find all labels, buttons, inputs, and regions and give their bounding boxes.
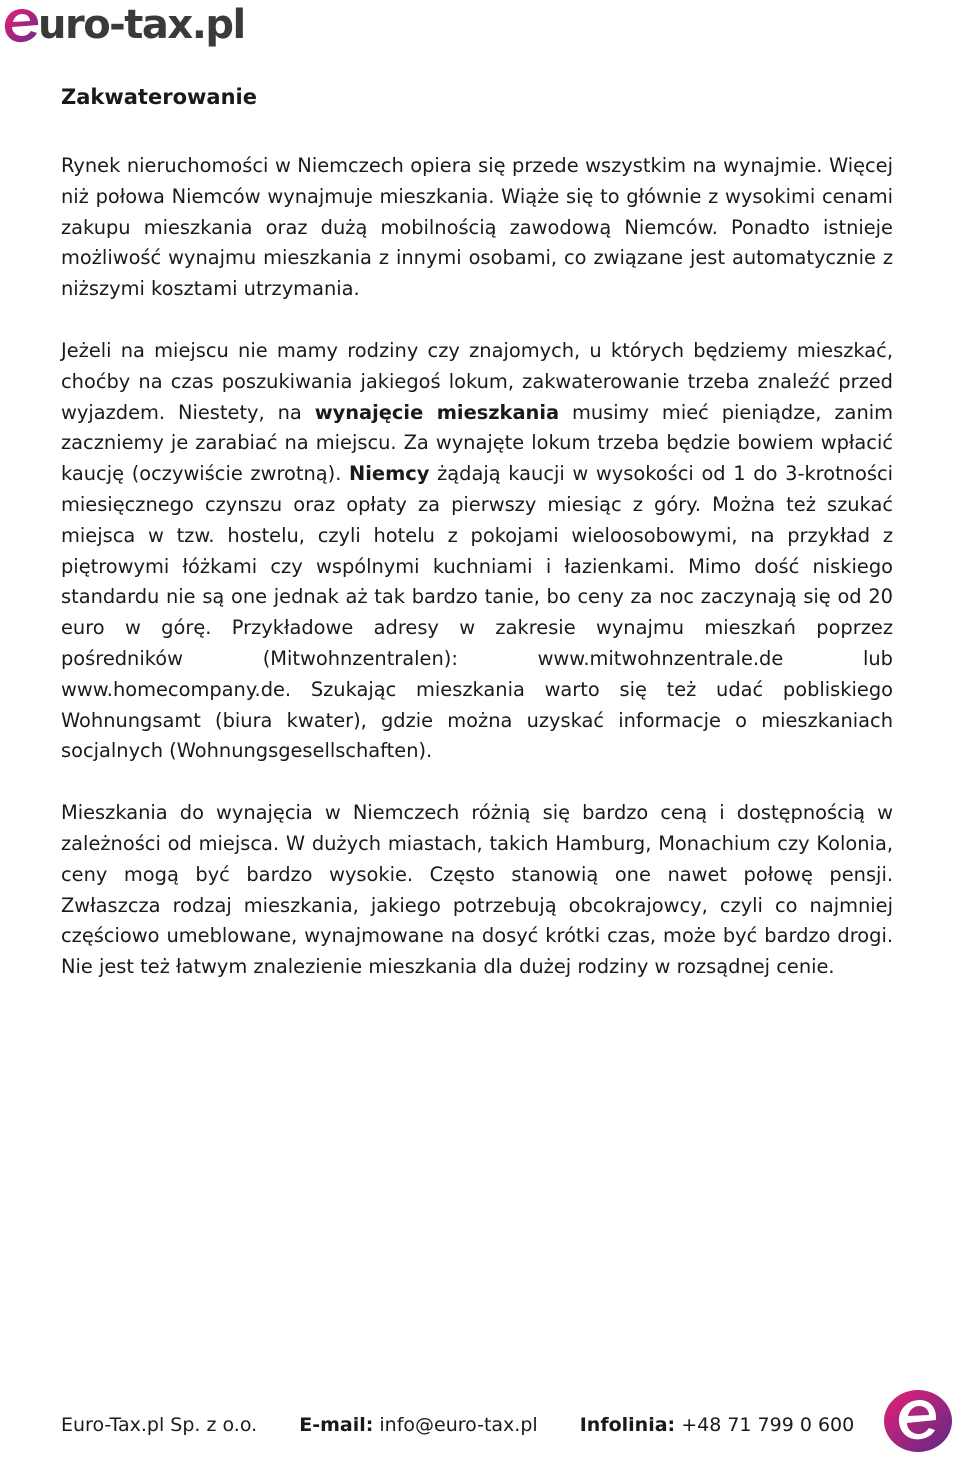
footer-company: Euro-Tax.pl Sp. z o.o. (61, 1414, 258, 1436)
section-title: Zakwaterowanie (61, 85, 257, 109)
footer-email-address[interactable]: info@euro-tax.pl (379, 1414, 538, 1436)
euro-e-badge-icon (880, 1388, 954, 1454)
footer-phone: Infolinia: +48 71 799 0 600 (579, 1414, 855, 1436)
bold-phrase-germans: Niemcy (349, 462, 430, 486)
footer-phone-number: +48 71 799 0 600 (681, 1414, 855, 1436)
euro-tax-logo (0, 0, 245, 50)
paragraph-1: Rynek nieruchomości w Niemczech opiera się przede wszystkim na wynajmie. Więcej niż połowa Niemców wynajmuje mieszkania. Wiąże się to głównie z wysokimi cenami zakupu mieszkania oraz dużą mobilnością zawodową Niemców. Ponadto istnieje możliwość wynajmu mieszkania z innymi osobami, co związane jest automatycznie z niższymi kosztami utrzymania. (61, 154, 893, 301)
logo-wordmark: uro-tax.pl (38, 2, 245, 48)
page-footer (61, 1411, 854, 1439)
footer-email: E-mail: info@euro-tax.pl (299, 1414, 538, 1436)
article (61, 80, 893, 1014)
bold-phrase-rental: wynajęcie mieszkania (314, 400, 560, 424)
paragraph-2: Jeżeli na miejscu nie mamy rodziny czy znajomych, u których będziemy mieszkać, choćby na czas poszukiwania jakiegoś lokum, zakwaterowanie trzeba znaleźć przed wyjazdem. Niestety, na wynajęcie mieszkania musimy mieć pieniądze, zanim zaczniemy je zarabiać na miejscu. Za wynajęte lokum trzeba będzie bowiem wpłacić kaucję (oczywiście zwrotną). Niemcy żądają kaucji w wysokości od 1 do 3-krotności miesięcznego czynszu oraz opłaty za pierwszy miesiąc z góry. Można też szukać miejsca w tzw. hostelu, czyli hotelu z pokojami wieloosobowymi, na przykład z piętrowymi łóżkami czy wspólnymi kuchniami i łazienkami. Mimo dość niskiego standardu nie są one jednak aż tak bardzo tanie, bo ceny za noc zaczynają się od 20 euro w górę. Przykładowe adresy w zakresie wynajmu mieszkań poprzez pośredników (Mitwohnzentralen): www.mitwohnzentrale.de lub www.homecompany.de. Szukając mieszkania warto się też udać pobliskiego Wohnungsamt (biura kwater), gdzie można uzyskać informacje o mieszkaniach socjalnych (Wohnungsgesellschaften). (61, 338, 894, 763)
paragraph-3: Mieszkania do wynajęcia w Niemczech różnią się bardzo ceną i dostępnością w zależności od miejsca. W dużych miastach, takich Hamburg, Monachium czy Kolonia, ceny mogą być bardzo wysokie. Często stanowią one nawet połowę pensji. Zwłaszcza rodzaj mieszkania, jakiego potrzebują obcokrajowcy, czyli co najmniej częściowo umeblowane, wynajmowane na dosyć krótki czas, może być bardzo drogi. Nie jest też łatwym znalezienie mieszkania dla dużej rodziny w rozsądnej cenie. (61, 801, 893, 979)
